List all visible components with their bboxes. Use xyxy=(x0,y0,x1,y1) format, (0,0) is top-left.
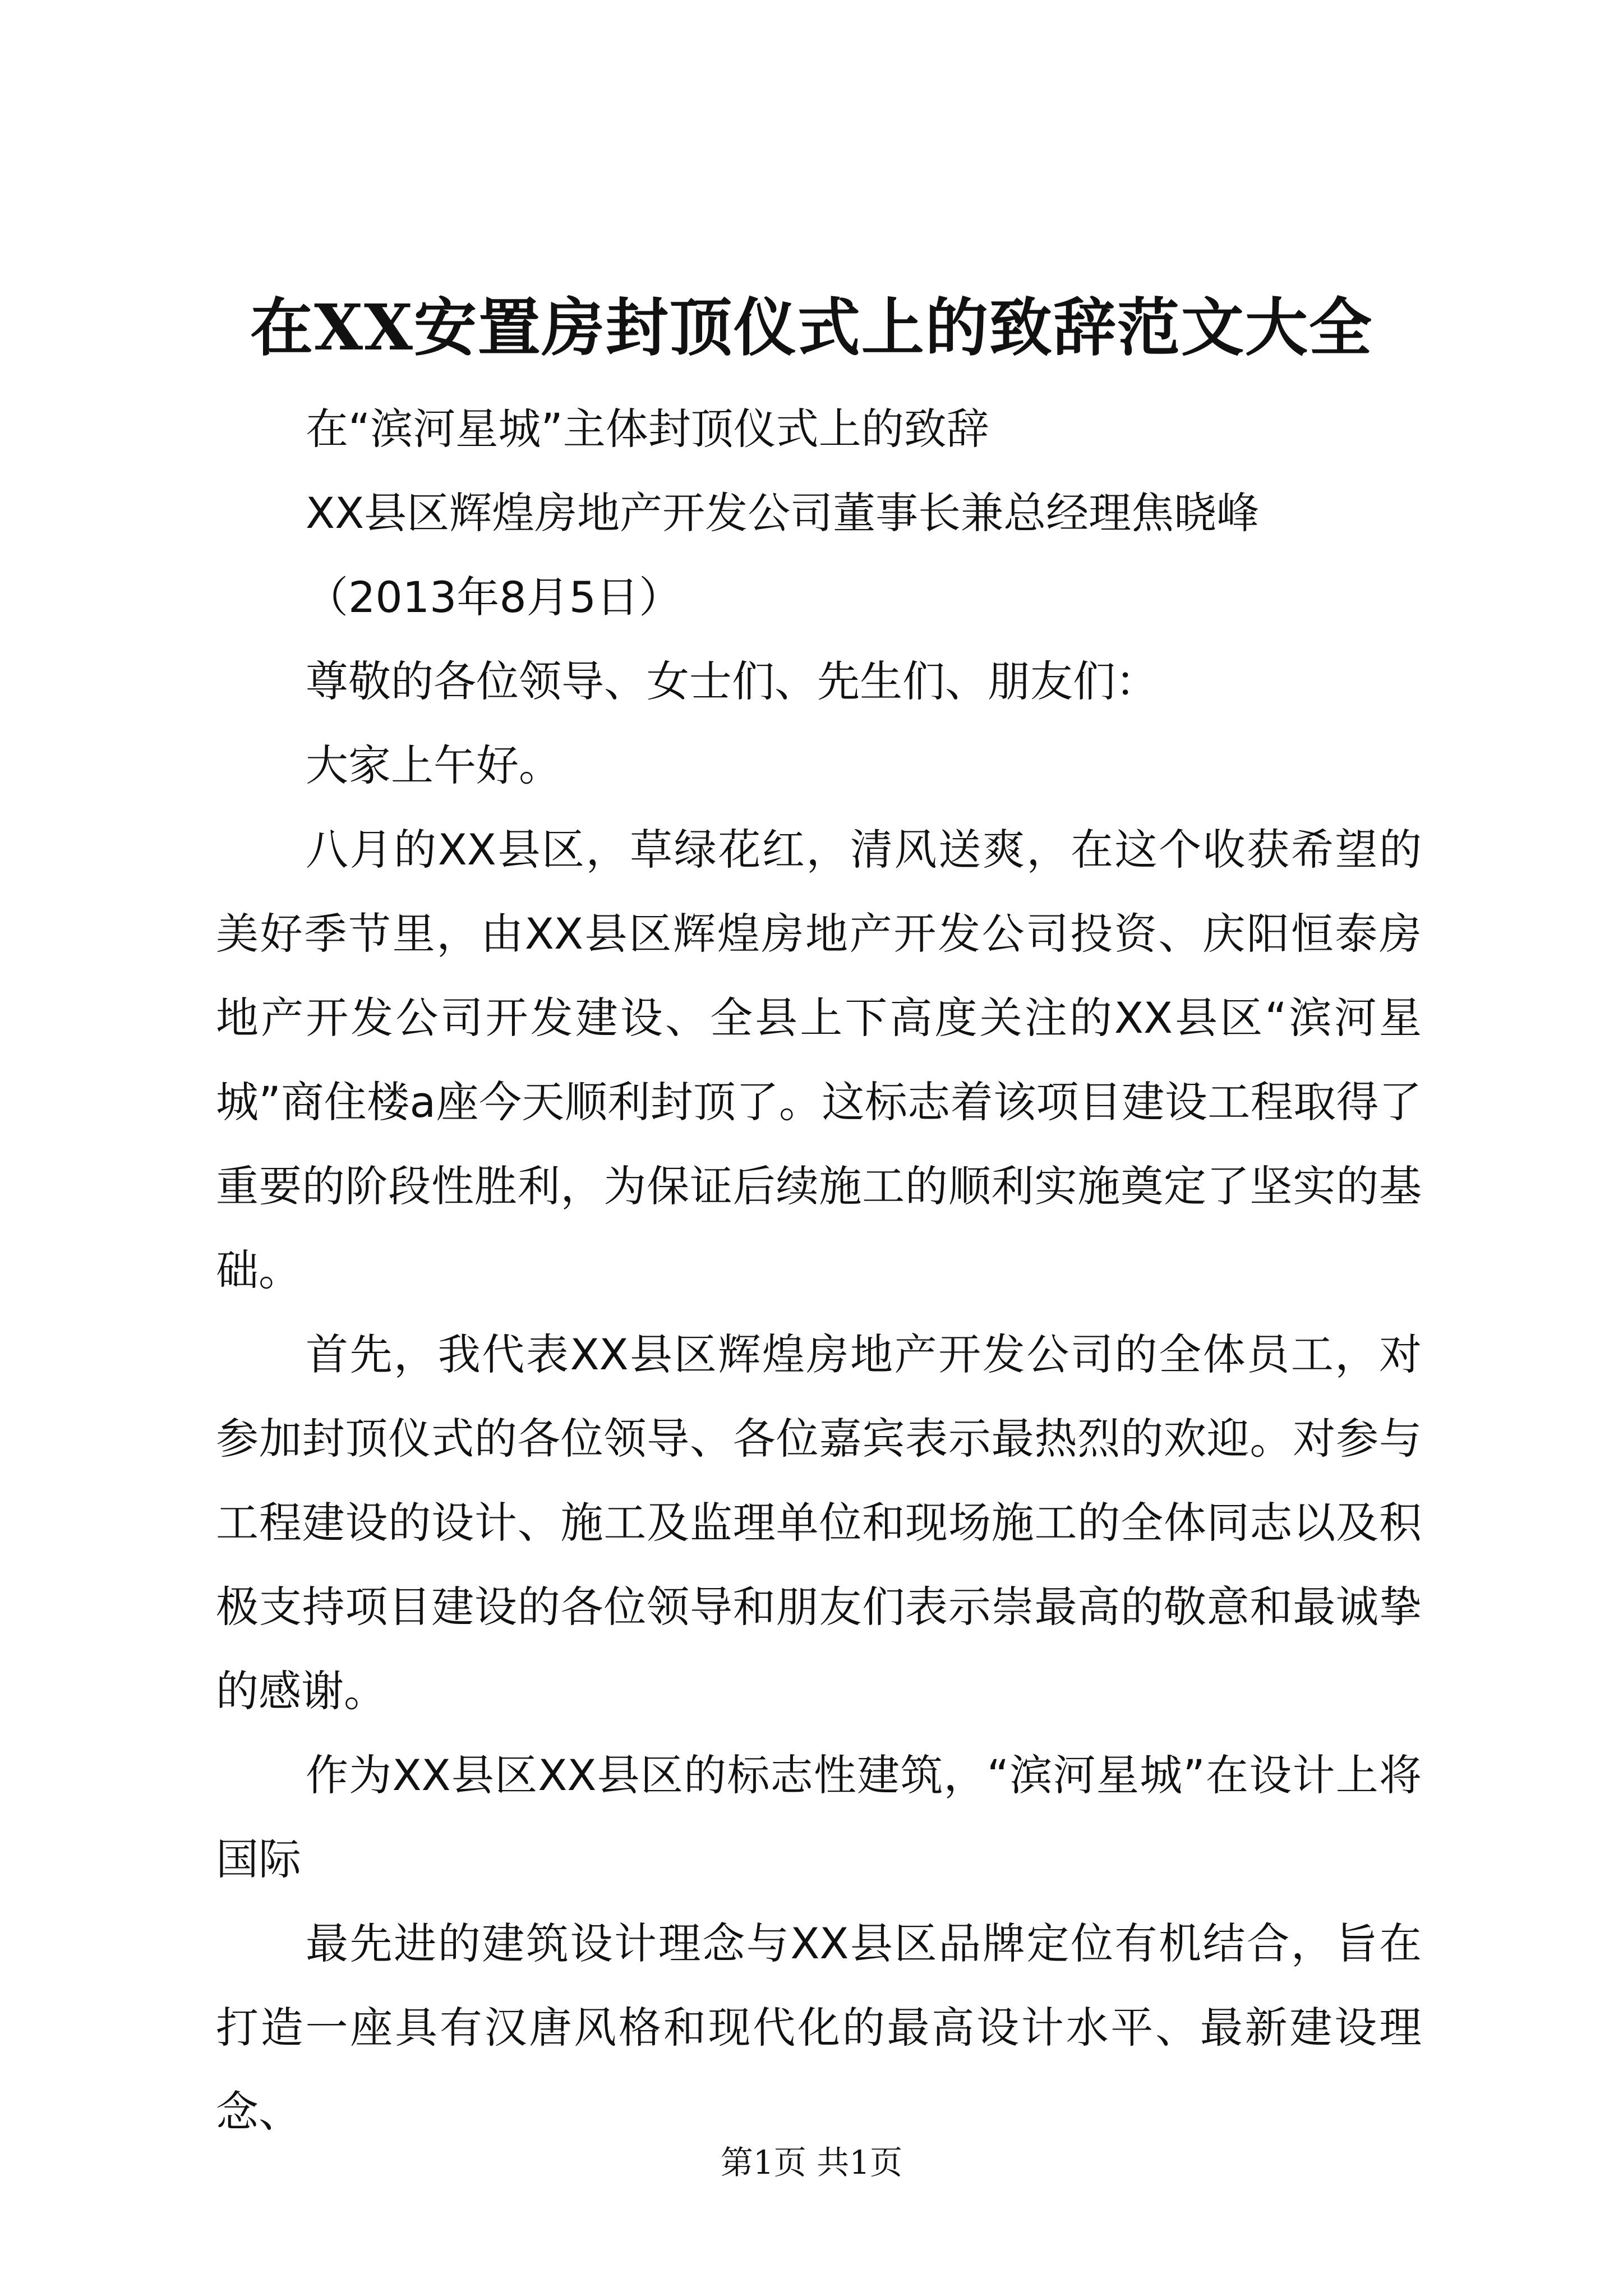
document-title: 在XX安置房封顶仪式上的致辞范文大全 xyxy=(250,291,1373,365)
paragraph: 作为XX县区XX县区的标志性建筑，“滨河星城”在设计上将国际 xyxy=(216,1750,1422,1884)
speaker-line: XX县区辉煌房地产开发公司董事长兼总经理焦晓峰 xyxy=(306,488,1260,538)
paragraph: 首先，我代表XX县区辉煌房地产开发公司的全体员工，对参加封顶仪式的各位领导、各位嘉宾表示最热烈的欢迎。对参与工程建设的设计、施工及监理单位和现场施工的全体同志以及积极支持项目建设的各位领导和朋友们表示崇最高的敬意和最诚挚的感谢。 xyxy=(216,1329,1422,1716)
page-footer: 第1页 共1页 xyxy=(720,2143,903,2182)
document-body xyxy=(216,387,1422,2154)
greeting-line: 尊敬的各位领导、女士们、先生们、朋友们： xyxy=(306,656,1158,706)
opening-line: 大家上午好。 xyxy=(306,740,561,790)
paragraph: 八月的XX县区，草绿花红，清风送爽，在这个收获希望的美好季节里，由XX县区辉煌房地产开发公司投资、庆阳恒泰房地产开发公司开发建设、全县上下高度关注的XX县区“滨河星城”商住楼a座今天顺利封顶了。这标志着该项目建设工程取得了重要的阶段性胜利，为保证后续施工的顺利实施奠定了坚实的基础。 xyxy=(216,825,1422,1295)
date-line: （2013年8月5日） xyxy=(306,572,682,622)
paragraph: 最先进的建筑设计理念与XX县区品牌定位有机结合，旨在打造一座具有汉唐风格和现代化的最高设计水平、最新建设理念、 xyxy=(216,1918,1422,2137)
document-subtitle: 在“滨河星城”主体封顶仪式上的致辞 xyxy=(306,404,989,454)
